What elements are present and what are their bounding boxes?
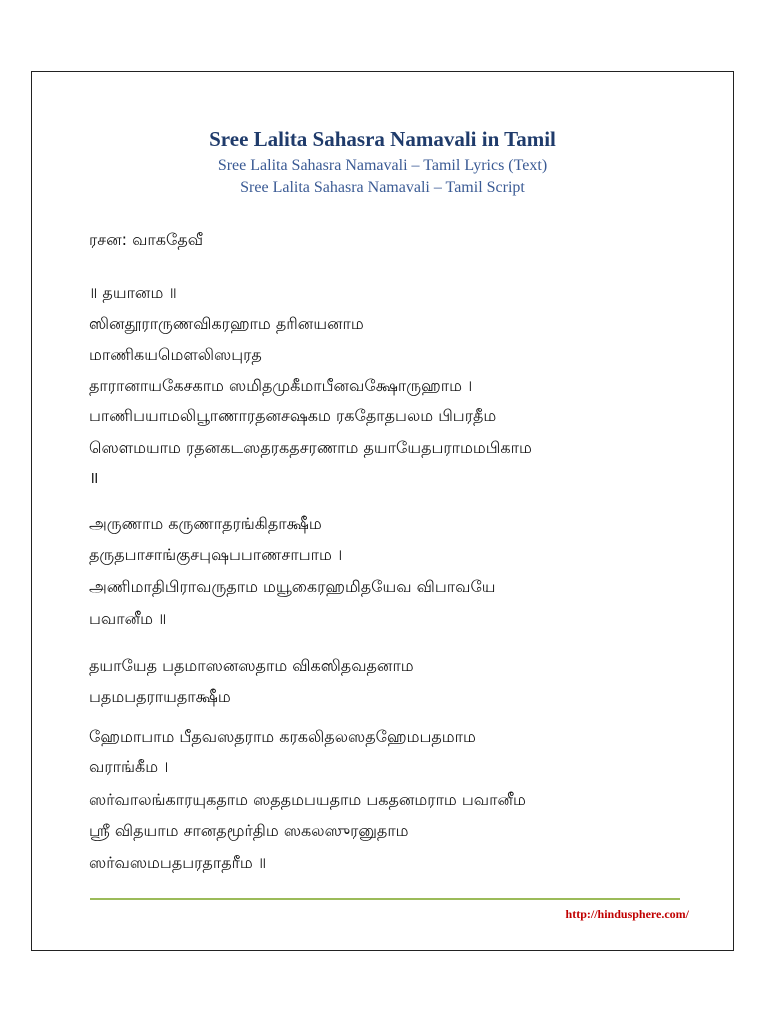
document-page bbox=[31, 71, 734, 951]
verse-line: தருதபாசாங்குசபுஷபபாணசாபாம । bbox=[89, 545, 343, 564]
verse-line: அருணாம கருணாதரங்கிதாக்ஷீம bbox=[89, 514, 322, 533]
verse-line: வராங்கீம । bbox=[89, 757, 169, 776]
verse-line: பாணிபயாமலிபூாணாரதனசஷகம ரகதோதபலம பிபரதீம bbox=[89, 406, 497, 425]
author-line: ரசன: வாகதேவீ bbox=[89, 230, 204, 249]
verse-line: பதமபதராயதாக்ஷீம bbox=[89, 687, 231, 706]
document-subtitle-lyrics: Sree Lalita Sahasra Namavali – Tamil Lyrics (Text) bbox=[217, 157, 548, 174]
verse-line: தயாயேத பதமாஸனஸதாம விகஸிதவதனாம bbox=[89, 656, 414, 675]
dhyanam-heading: ॥ தயானம ॥ bbox=[89, 283, 177, 302]
verse-line: ஸர்வஸமபதபரதாதரீம ॥ bbox=[89, 853, 267, 872]
verse-line: ॥ bbox=[89, 468, 99, 487]
verse-line: மாணிகயமெளலிஸபுரத bbox=[89, 345, 262, 364]
source-url-link[interactable]: http://hindusphere.com/ bbox=[565, 907, 689, 921]
document-subtitle-script: Sree Lalita Sahasra Namavali – Tamil Script bbox=[240, 179, 525, 196]
verse-line: பவானீம ॥ bbox=[89, 609, 167, 628]
verse-line: ஸினதூராருணவிகரஹாம தரினயனாம bbox=[89, 314, 364, 333]
verse-line: ஸௌமயாம ரதனகடஸதரகதசரணாம தயாயேதபராமமபிகாம bbox=[89, 438, 532, 457]
verse-line: ஹேமாபாம பீதவஸதராம கரகலிதலஸதஹேமபதமாம bbox=[89, 727, 476, 746]
footer-divider bbox=[90, 898, 680, 900]
verse-line: ஸர்வாலங்காரயுகதாம ஸததமபயதாம பகதனமராம பவானீம bbox=[89, 790, 526, 809]
verse-line: அணிமாதிபிராவருதாம மயூகைரஹமிதயேவ விபாவயே bbox=[89, 577, 496, 596]
document-title: Sree Lalita Sahasra Namavali in Tamil bbox=[209, 127, 556, 151]
verse-line: ஸ்ரீ விதயாம சானதமூர்திம ஸகலஸுரனுதாம bbox=[89, 821, 409, 840]
verse-line: தாரானாயகேசகாம ஸமிதமுகீமாபீனவக்ஷோருஹாம । bbox=[89, 376, 473, 395]
